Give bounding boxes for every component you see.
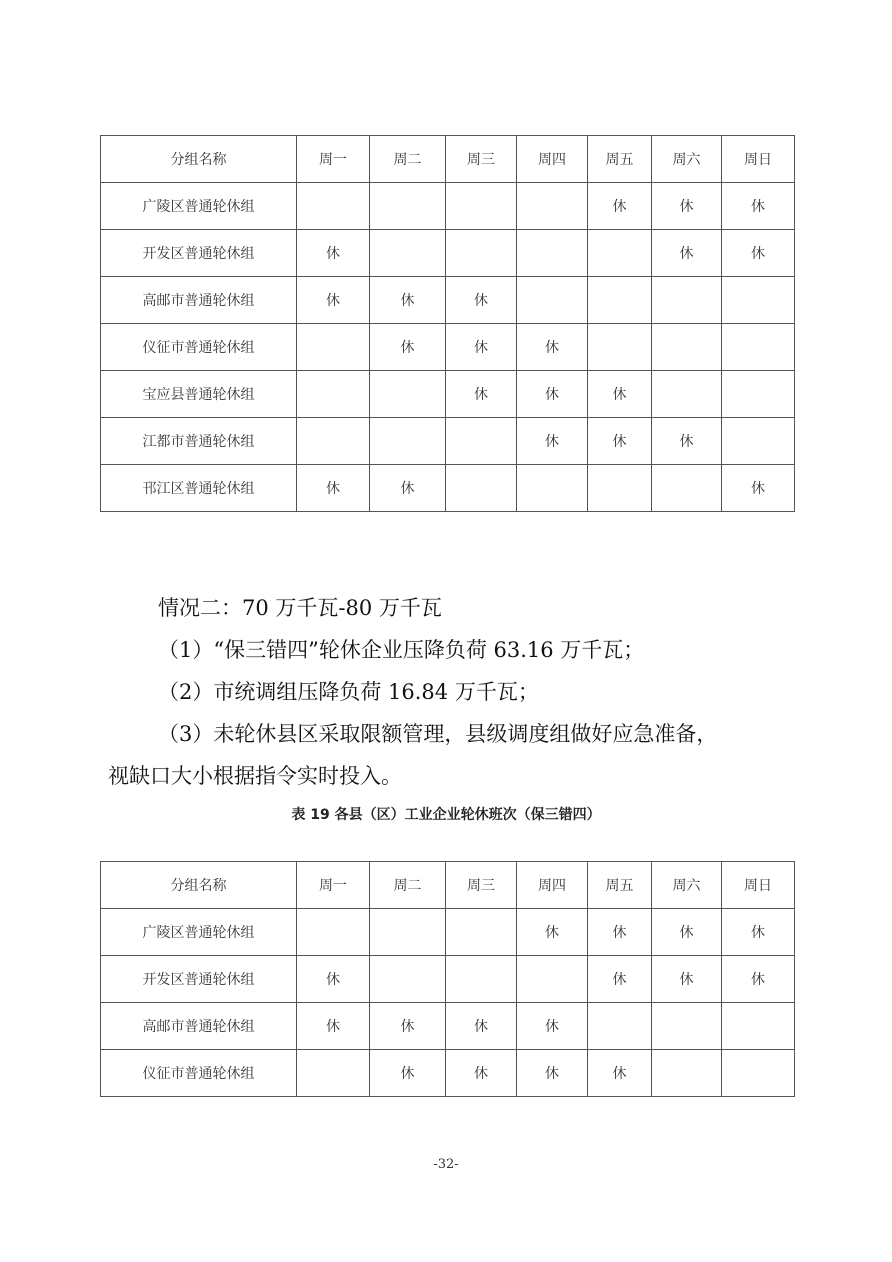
day-cell: 休 (722, 183, 795, 230)
day-cell (722, 1050, 795, 1097)
day-cell: 休 (588, 183, 652, 230)
day-cell: 休 (297, 277, 370, 324)
day-cell (446, 183, 517, 230)
scenario-item-2: （2）市统调组压降负荷 16.84 万千瓦； (158, 680, 539, 704)
header-day: 周日 (722, 862, 795, 909)
day-cell (370, 418, 446, 465)
day-cell (370, 371, 446, 418)
day-cell (446, 909, 517, 956)
day-cell: 休 (652, 183, 722, 230)
group-name-cell: 高邮市普通轮休组 (101, 1003, 297, 1050)
table-row (101, 324, 795, 371)
day-cell (517, 183, 588, 230)
day-cell: 休 (517, 324, 588, 371)
table-row (101, 1050, 795, 1097)
day-cell: 休 (652, 418, 722, 465)
scenario-item-3: （3）未轮休县区采取限额管理，县级调度组做好应急准备， (158, 722, 718, 746)
day-cell: 休 (588, 909, 652, 956)
day-cell (446, 956, 517, 1003)
day-cell: 休 (297, 230, 370, 277)
day-cell: 休 (652, 230, 722, 277)
day-cell (370, 956, 446, 1003)
group-name-cell: 高邮市普通轮休组 (101, 277, 297, 324)
day-cell (517, 465, 588, 512)
day-cell: 休 (517, 1003, 588, 1050)
header-day: 周日 (722, 136, 795, 183)
day-cell (297, 371, 370, 418)
schedule-table-2 (100, 861, 795, 1097)
group-name-cell: 仪征市普通轮休组 (101, 1050, 297, 1097)
day-cell (652, 1050, 722, 1097)
table-row (101, 909, 795, 956)
day-cell: 休 (446, 371, 517, 418)
day-cell: 休 (297, 465, 370, 512)
day-cell (517, 956, 588, 1003)
table-row (101, 277, 795, 324)
day-cell: 休 (722, 230, 795, 277)
day-cell: 休 (370, 324, 446, 371)
header-day: 周四 (517, 136, 588, 183)
header-group-name: 分组名称 (101, 136, 297, 183)
day-cell (297, 418, 370, 465)
header-day: 周三 (446, 136, 517, 183)
page-number: -32- (433, 1157, 459, 1172)
day-cell: 休 (588, 418, 652, 465)
day-cell (588, 465, 652, 512)
day-cell: 休 (446, 324, 517, 371)
table-row (101, 230, 795, 277)
day-cell (722, 277, 795, 324)
day-cell: 休 (588, 371, 652, 418)
header-day: 周六 (652, 136, 722, 183)
day-cell (446, 465, 517, 512)
day-cell: 休 (517, 371, 588, 418)
day-cell (722, 418, 795, 465)
day-cell (588, 324, 652, 371)
table-header-row (101, 136, 795, 183)
day-cell (446, 418, 517, 465)
day-cell (652, 465, 722, 512)
day-cell: 休 (370, 465, 446, 512)
day-cell (588, 277, 652, 324)
group-name-cell: 仪征市普通轮休组 (101, 324, 297, 371)
day-cell: 休 (652, 909, 722, 956)
day-cell (297, 909, 370, 956)
group-name-cell: 宝应县普通轮休组 (101, 371, 297, 418)
day-cell: 休 (370, 277, 446, 324)
day-cell: 休 (588, 1050, 652, 1097)
day-cell (652, 371, 722, 418)
day-cell (297, 183, 370, 230)
day-cell (446, 230, 517, 277)
table-row (101, 418, 795, 465)
table-header-row (101, 862, 795, 909)
day-cell: 休 (370, 1003, 446, 1050)
day-cell: 休 (446, 1050, 517, 1097)
day-cell: 休 (517, 909, 588, 956)
group-name-cell: 开发区普通轮休组 (101, 230, 297, 277)
day-cell (370, 230, 446, 277)
header-day: 周五 (588, 136, 652, 183)
day-cell (588, 230, 652, 277)
header-day: 周二 (370, 136, 446, 183)
group-name-cell: 江都市普通轮休组 (101, 418, 297, 465)
header-day: 周五 (588, 862, 652, 909)
day-cell: 休 (722, 909, 795, 956)
table-row (101, 1003, 795, 1050)
header-group-name: 分组名称 (101, 862, 297, 909)
day-cell: 休 (722, 465, 795, 512)
day-cell: 休 (652, 956, 722, 1003)
day-cell: 休 (517, 418, 588, 465)
day-cell (517, 230, 588, 277)
day-cell: 休 (297, 956, 370, 1003)
table-row (101, 465, 795, 512)
day-cell: 休 (370, 1050, 446, 1097)
header-day: 周一 (297, 136, 370, 183)
day-cell: 休 (446, 1003, 517, 1050)
group-name-cell: 广陵区普通轮休组 (101, 183, 297, 230)
scenario-heading: 情况二：70 万千瓦-80 万千瓦 (158, 596, 442, 620)
day-cell (652, 1003, 722, 1050)
day-cell: 休 (588, 956, 652, 1003)
day-cell (722, 324, 795, 371)
table-caption: 表 19 各县（区）工业企业轮休班次（保三错四） (291, 807, 601, 823)
group-name-cell: 广陵区普通轮休组 (101, 909, 297, 956)
day-cell (588, 1003, 652, 1050)
table-row (101, 371, 795, 418)
day-cell: 休 (297, 1003, 370, 1050)
scenario-item-1: （1）“保三错四”轮休企业压降负荷 63.16 万千瓦； (158, 638, 645, 662)
header-day: 周二 (370, 862, 446, 909)
header-day: 周一 (297, 862, 370, 909)
group-name-cell: 邗江区普通轮休组 (101, 465, 297, 512)
day-cell: 休 (517, 1050, 588, 1097)
header-day: 周四 (517, 862, 588, 909)
day-cell (297, 324, 370, 371)
day-cell (297, 1050, 370, 1097)
table-row (101, 183, 795, 230)
header-day: 周六 (652, 862, 722, 909)
day-cell: 休 (446, 277, 517, 324)
day-cell (370, 183, 446, 230)
day-cell (722, 371, 795, 418)
day-cell (722, 1003, 795, 1050)
day-cell (370, 909, 446, 956)
day-cell: 休 (722, 956, 795, 1003)
scenario-item-3-continuation: 视缺口大小根据指令实时投入。 (108, 764, 402, 788)
table-row (101, 956, 795, 1003)
schedule-table-1 (100, 135, 795, 512)
day-cell (517, 277, 588, 324)
day-cell (652, 324, 722, 371)
group-name-cell: 开发区普通轮休组 (101, 956, 297, 1003)
day-cell (652, 277, 722, 324)
header-day: 周三 (446, 862, 517, 909)
